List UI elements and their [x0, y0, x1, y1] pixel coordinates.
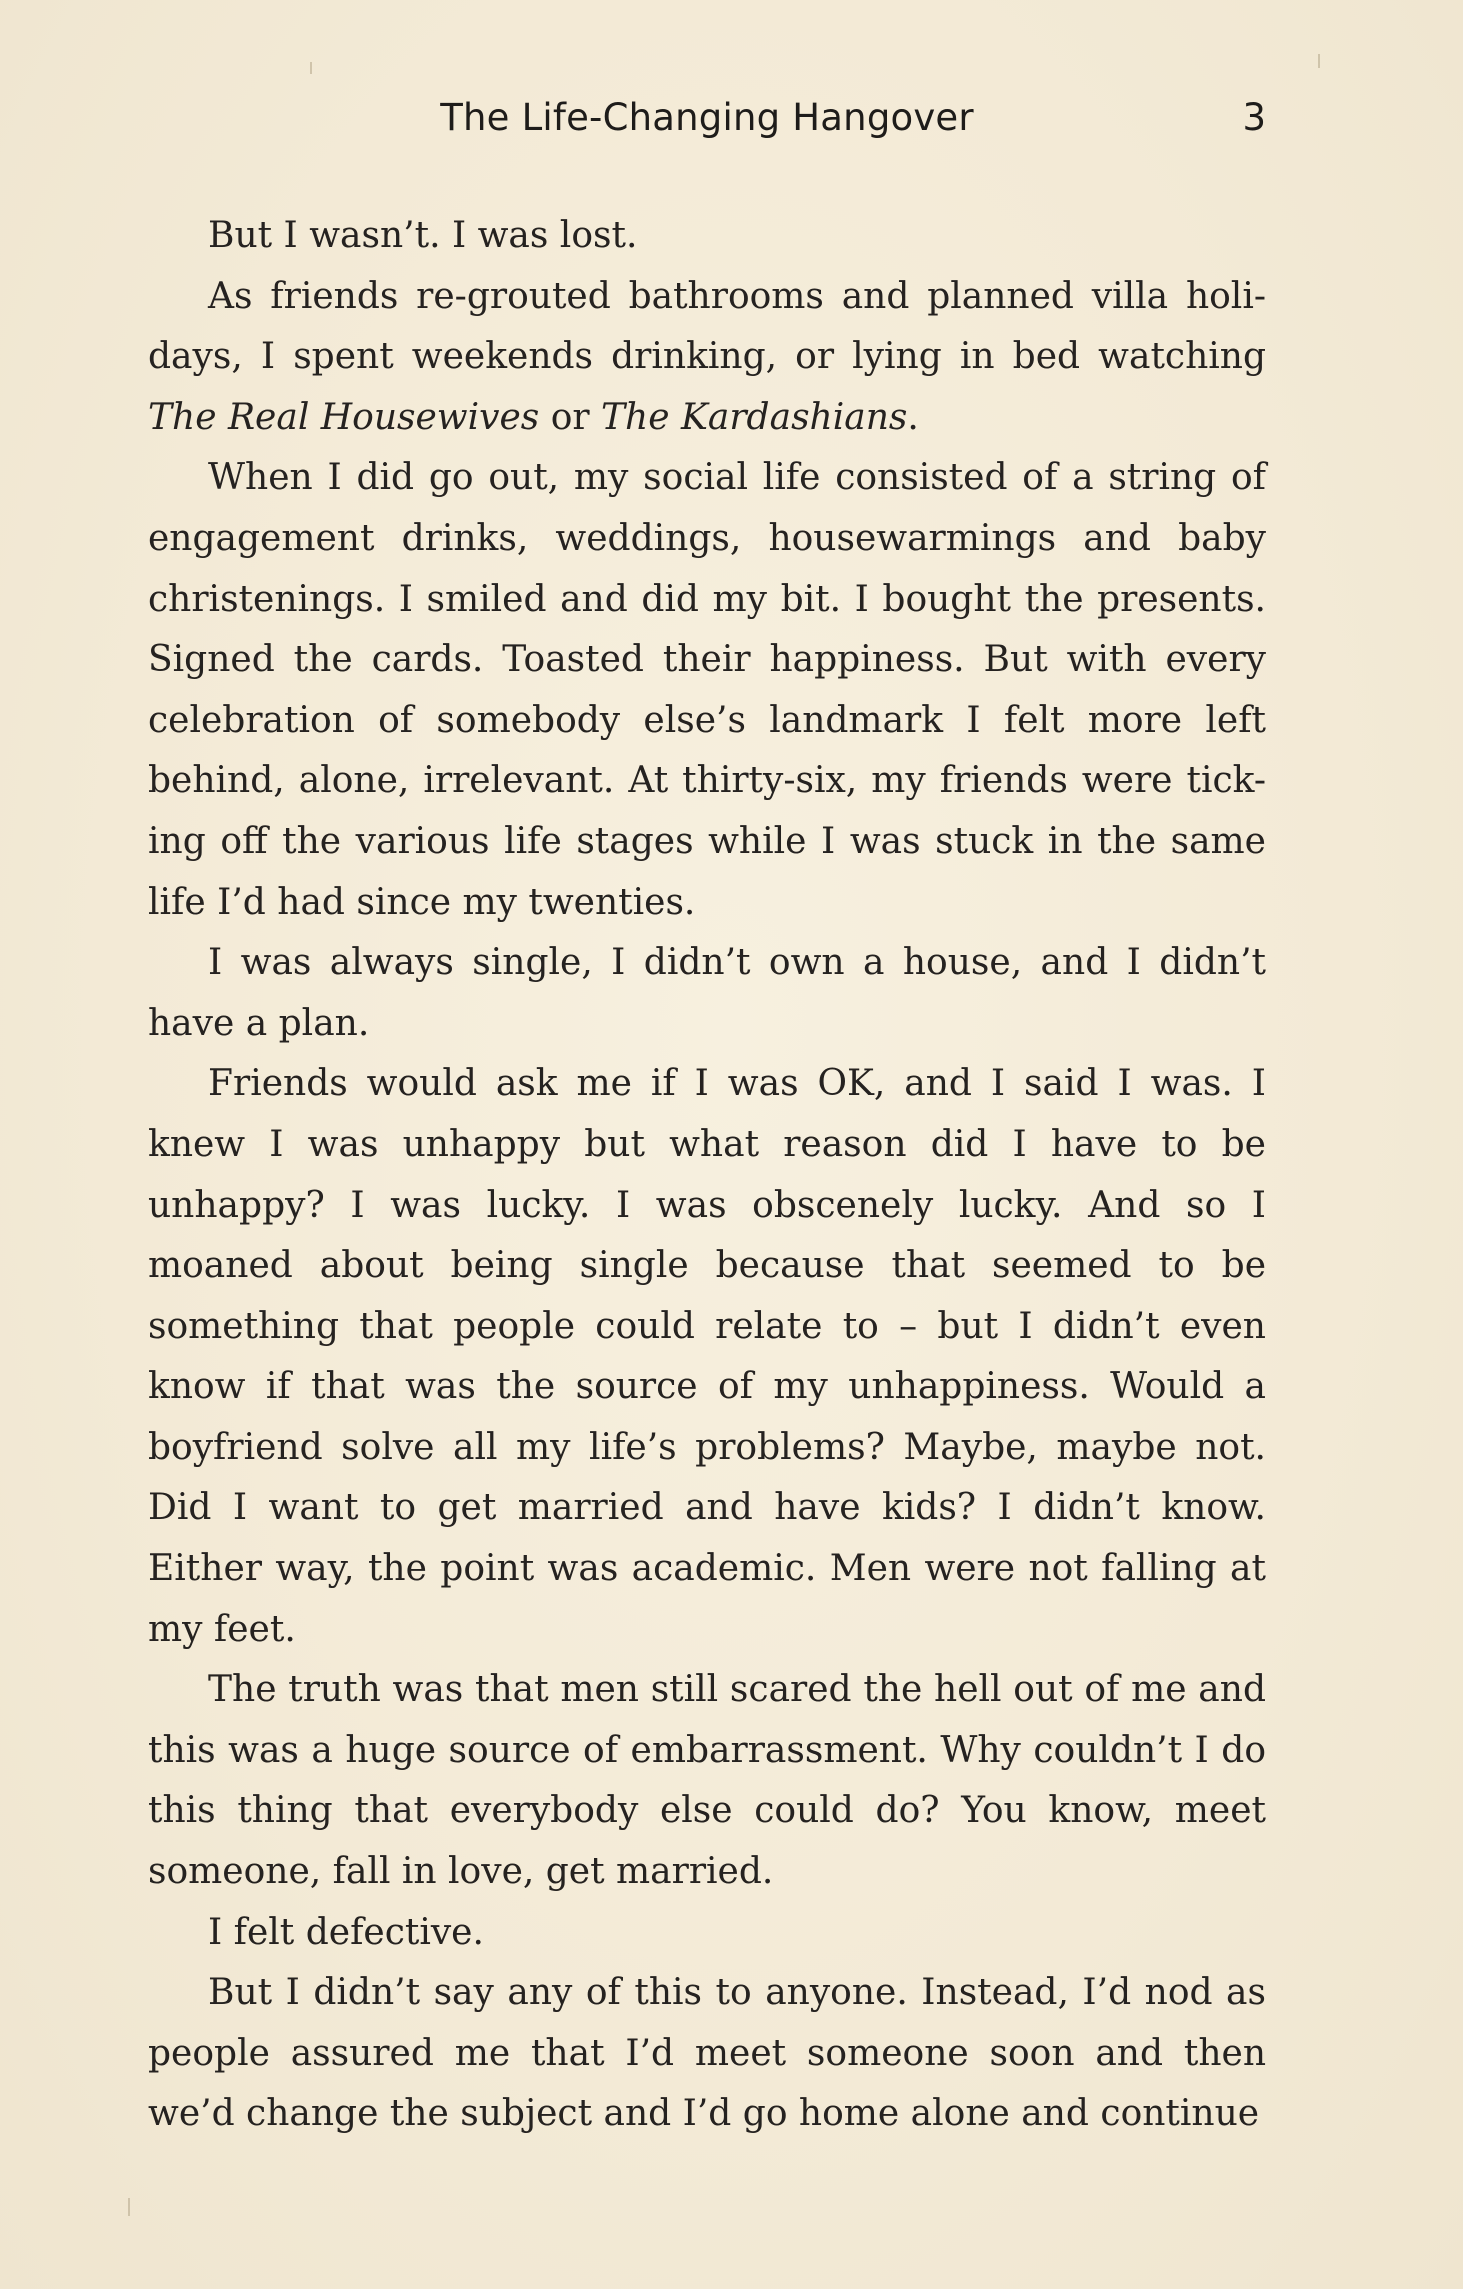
paragraph-text: .	[907, 396, 919, 438]
paragraph-text: As friends re-grouted bathrooms and planned villa holi-days, I spent weekends drinking, or lying in bed watching	[148, 275, 1266, 378]
paragraph: When I did go out, my social life consisted of a string of engagement drinks, weddings, housewarmings and baby christenings. I smiled and did my bit. I bought the presents. Signed the cards. Toasted their happiness. But with every celebration of somebody else’s landmark I felt more left behind, alone, irrelevant. At thirty-six, my friends were tick-ing off the various life stages while I was stuck in the same life I’d had since my twenties.	[148, 457, 1266, 923]
paragraph: But I didn’t say any of this to anyone. Instead, I’d nod as people assured me that I’d meet someone soon and then we’d change the subject and I’d go home alone and continue	[148, 1972, 1266, 2135]
paragraph: Friends would ask me if I was OK, and I said I was. I knew I was unhappy but what reason did I have to be unhappy? I was lucky. I was obscenely lucky. And so I moaned about being single because that seemed to be something that people could relate to – but I didn’t even know if that was the source of my unhappiness. Would a boyfriend solve all my life’s problems? Maybe, maybe not. Did I want to get married and have kids? I didn’t know. Either way, the point was academic. Men were not falling at my feet.	[148, 1063, 1266, 1650]
paragraph: But I wasn’t. I was lost.	[208, 215, 638, 256]
running-title: The Life-Changing Hangover	[440, 96, 974, 139]
paragraph: The truth was that men still scared the hell out of me and this was a huge source of embarrassment. Why couldn’t I do this thing that everybody else could do? You know, meet someone, fall in love, get married.	[148, 1669, 1266, 1893]
paper-speck	[310, 62, 312, 74]
paper-speck	[128, 2198, 130, 2216]
paragraph: I felt defective.	[208, 1911, 484, 1953]
paragraph-text: or	[539, 396, 602, 438]
italic-title: The Real Housewives	[148, 396, 540, 438]
paragraph	[148, 267, 1266, 449]
running-header	[148, 88, 1266, 148]
paper-speck	[1318, 54, 1320, 68]
body-text	[148, 206, 1266, 2145]
italic-title: The Kardashians	[601, 396, 908, 438]
page-number: 3	[1242, 96, 1266, 139]
paragraph: I was always single, I didn’t own a house, and I didn’t have a plan.	[148, 942, 1266, 1044]
